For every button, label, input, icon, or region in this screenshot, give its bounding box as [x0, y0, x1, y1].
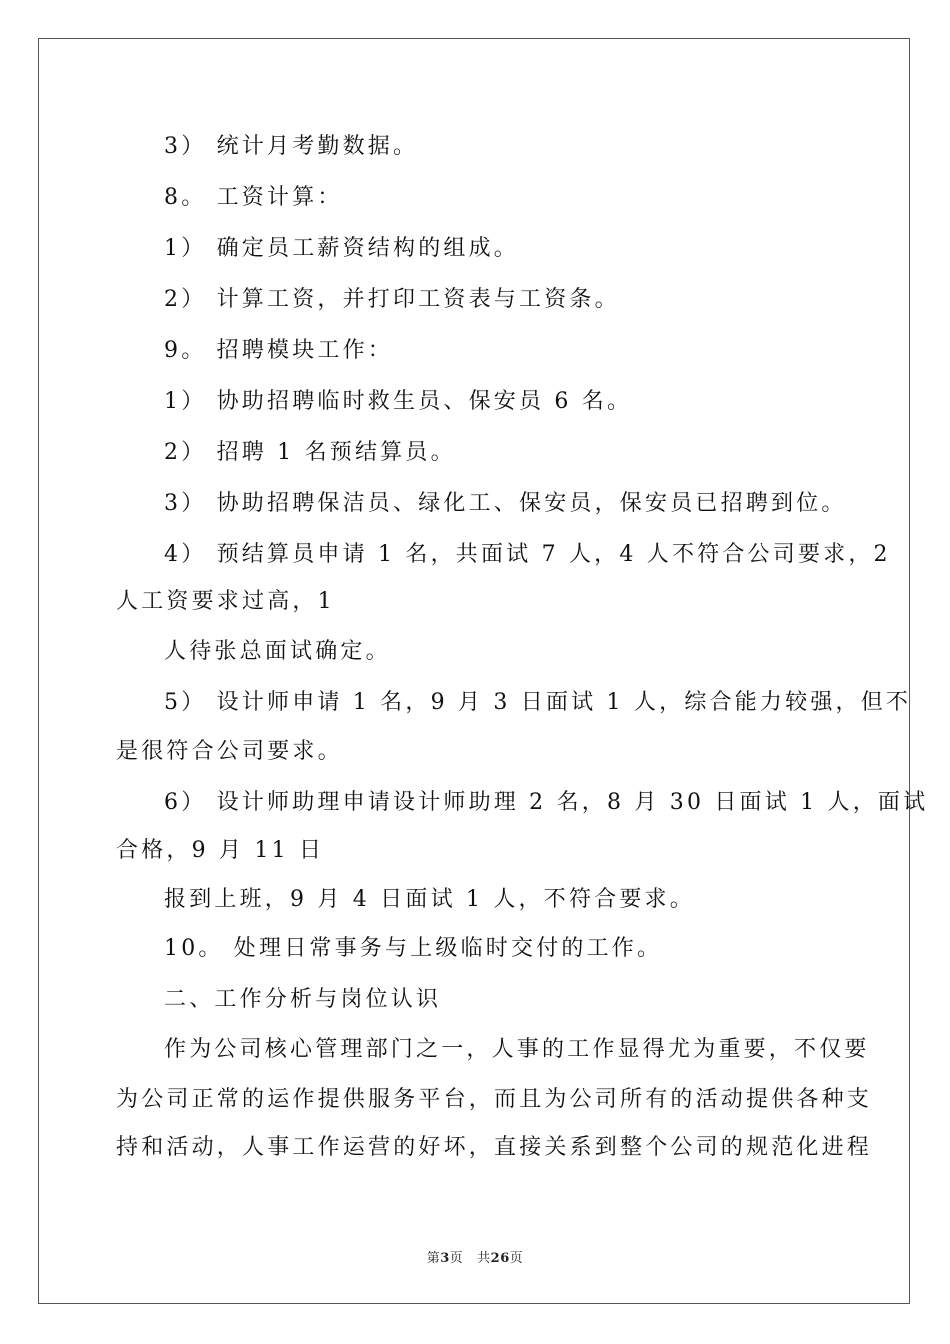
text-line: 2） 招聘 1 名预结算员。: [164, 440, 456, 465]
page-prefix: 第: [426, 1251, 441, 1266]
page-total: 26: [490, 1251, 510, 1266]
text-line: 5） 设计师申请 1 名，9 月 3 日面试 1 人，综合能力较强，但不: [164, 690, 912, 715]
text-line: 是很符合公司要求。: [116, 739, 343, 764]
text-line: 1） 协助招聘临时救生员、保安员 6 名。: [164, 389, 633, 414]
text-line: 合格，9 月 11 日: [116, 838, 325, 863]
text-line: 作为公司核心管理部门之一，人事的工作显得尤为重要，不仅要: [164, 1037, 870, 1062]
text-line: 1） 确定员工薪资结构的组成。: [164, 236, 519, 261]
section-heading: 二、工作分析与岗位认识: [164, 987, 442, 1012]
text-line: 为公司正常的运作提供服务平台，而且为公司所有的活动提供各种支: [116, 1087, 873, 1112]
page-footer: [0, 1247, 950, 1266]
text-line: 3） 协助招聘保洁员、绿化工、保安员，保安员已招聘到位。: [164, 491, 847, 516]
page-mid: 页 共: [449, 1251, 491, 1266]
text-line: 6） 设计师助理申请设计师助理 2 名，8 月 30 日面试 1 人，面试: [164, 790, 929, 815]
text-line: 3） 统计月考勤数据。: [164, 134, 419, 159]
page-suffix: 页: [509, 1251, 524, 1266]
page-current: 3: [440, 1251, 450, 1266]
text-line: 9。 招聘模块工作：: [164, 338, 393, 363]
text-line: 10。 处理日常事务与上级临时交付的工作。: [164, 936, 663, 961]
text-line: 4） 预结算员申请 1 名，共面试 7 人，4 人不符合公司要求，2: [164, 542, 891, 567]
text-line: 报到上班，9 月 4 日面试 1 人，不符合要求。: [164, 887, 695, 912]
text-line: 8。 工资计算：: [164, 185, 343, 210]
text-line: 2） 计算工资，并打印工资表与工资条。: [164, 287, 620, 312]
text-line: 持和活动，人事工作运营的好坏，直接关系到整个公司的规范化进程: [116, 1135, 873, 1160]
text-line: 人工资要求过高，1: [116, 589, 335, 614]
text-line: 人待张总面试确定。: [164, 639, 391, 664]
